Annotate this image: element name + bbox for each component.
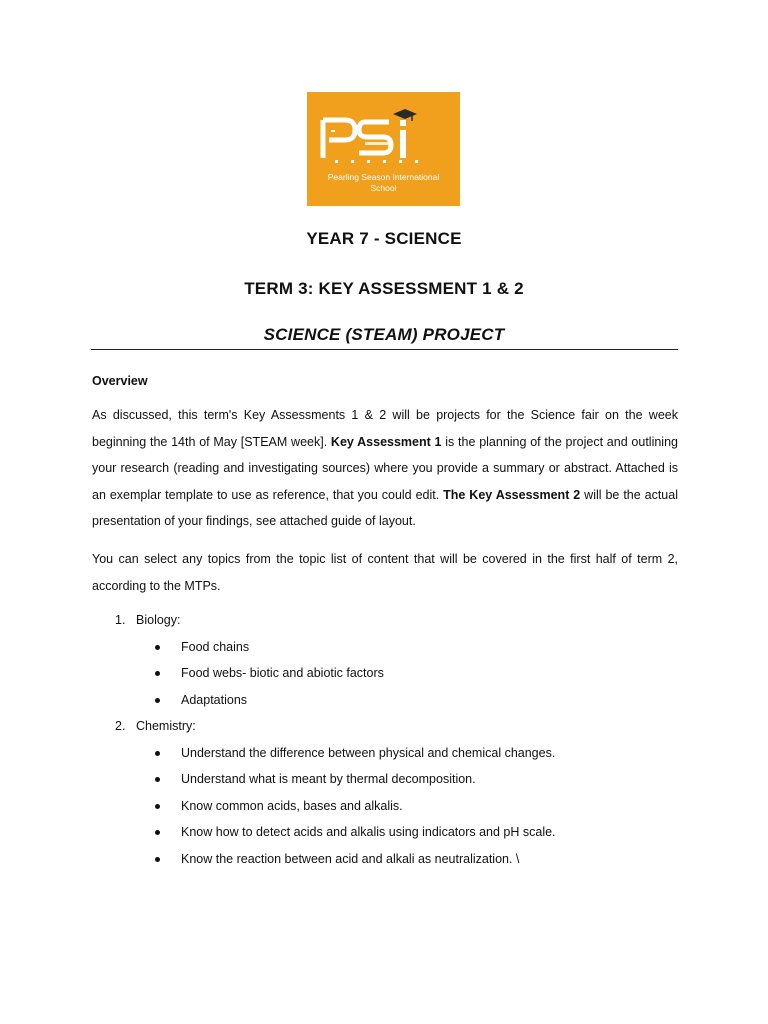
topic-number: 1. [115, 613, 126, 627]
topics-intro-paragraph: You can select any topics from the topic list of content that will be covered in the first half of term 2, according to the MTPs. [92, 552, 678, 593]
term-heading: TERM 3: KEY ASSESSMENT 1 & 2 [244, 279, 524, 298]
bullet-icon [155, 751, 160, 756]
bullet-icon [155, 857, 160, 862]
bullet-icon [155, 698, 160, 703]
list-item-text: Food webs- biotic and abiotic factors [181, 666, 384, 680]
heading-divider [91, 349, 678, 350]
topic-label: Chemistry: [136, 719, 196, 733]
logo-school-name-line2: School [370, 183, 397, 193]
list-item-text: Understand what is meant by thermal decomposition. [181, 772, 476, 786]
list-item-text: Know common acids, bases and alkalis. [181, 799, 403, 813]
list-item-text: Know how to detect acids and alkalis using indicators and pH scale. [181, 825, 556, 839]
overview-title: Overview [92, 374, 148, 388]
list-item-text: Know the reaction between acid and alkali as neutralization. \ [181, 852, 520, 866]
bullet-icon [155, 671, 160, 676]
topic-label: Biology: [136, 613, 181, 627]
bullet-icon [155, 777, 160, 782]
topic-chemistry [115, 719, 196, 733]
topic-number: 2. [115, 719, 126, 733]
para1-text-e: will be the actual presentation of your findings, see attached guide of layout. [92, 487, 678, 528]
bullet-icon [155, 804, 160, 809]
topic-biology [115, 613, 181, 627]
list-item-text: Understand the difference between physical and chemical changes. [181, 746, 556, 760]
overview-paragraph [92, 402, 678, 535]
bullet-icon [155, 645, 160, 650]
logo-school-name-line1: Pearling Season International [327, 172, 440, 182]
year-heading: YEAR 7 - SCIENCE [306, 229, 462, 248]
list-item-text: Adaptations [181, 693, 248, 707]
bullet-icon [155, 830, 160, 835]
project-heading: SCIENCE (STEAM) PROJECT [263, 325, 505, 344]
para1-text-c: is the planning of the project and outlining your research (reading and investigating sources) where you provide a summary or abstract. Attached is an exemplar template to use as reference, that you could edit. [92, 434, 678, 502]
para1-bold-ka1: Key Assessment 1 [330, 434, 442, 449]
list-item-text: Food chains [181, 640, 250, 654]
para1-text-a: As discussed, this term's Key Assessments 1 & 2 will be projects for the Science fair on the week beginning the 14th of May [STEAM week]. [92, 408, 678, 449]
school-logo [307, 92, 460, 206]
para1-bold-ka2: The Key Assessment 2 [443, 487, 581, 502]
